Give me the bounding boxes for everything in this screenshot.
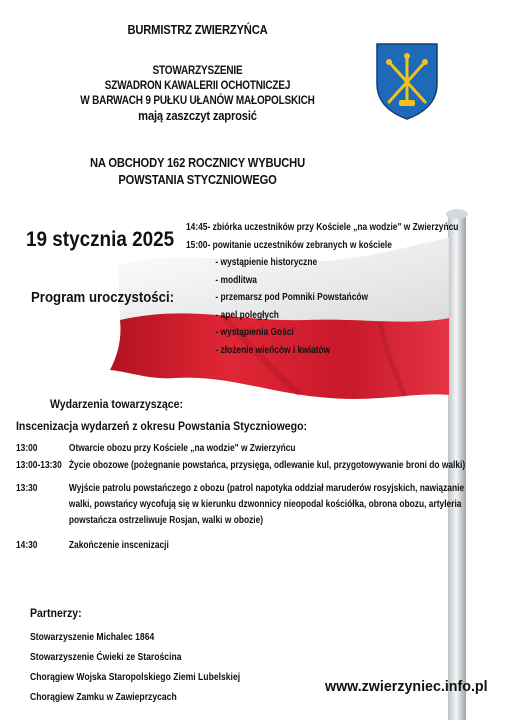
zwierzyniec-coat-of-arms (375, 42, 439, 120)
schedule-item: - modlitwa (215, 274, 257, 286)
event-time: 13:00-13:30 (16, 460, 62, 471)
organizer-line: SZWADRON KAWALERII OCHOTNICZEJ (104, 79, 291, 92)
event-description: Otwarcie obozu przy Kościele „na wodzie" w Zwierzyńcu (68, 443, 296, 454)
schedule-item: - wystąpienia Gości (215, 327, 294, 338)
program-label: Program uroczystości: (31, 289, 175, 306)
partner-item: Chorągiew Wojska Staropolskiego Ziemi Lubelskiej (30, 672, 241, 683)
partners-list (30, 628, 240, 708)
reenactment-heading: Inscenizacja wydarzeń z okresu Powstania Styczniowego: (16, 419, 308, 433)
events-heading: Wydarzenia towarzyszące: (50, 397, 184, 411)
partner-item: Stowarzyszenie Michalec 1864 (30, 632, 155, 643)
event-time: 13:00 (16, 443, 38, 454)
schedule-item: - przemarsz pod Pomniki Powstańców (215, 292, 369, 303)
event-time: 13:30 (16, 483, 38, 494)
organizer-line: W BARWACH 9 PUŁKU UŁANÓW MAŁOPOLSKICH (80, 94, 315, 107)
schedule-line: 14:45- zbiórka uczestników przy Kościele „na wodzie" w Zwierzyńcu (186, 222, 459, 233)
event-description: Życie obozowe (pożegnanie powstańca, przysięga, odlewanie kul, przygotowywanie broni do walki) (68, 460, 466, 471)
event-date: 19 stycznia 2025 (26, 228, 175, 251)
event-row (16, 538, 470, 554)
partners-heading: Partnerzy: (30, 606, 82, 620)
event-row (16, 441, 470, 457)
event-row (16, 481, 470, 529)
event-description: Zakończenie inscenizacji (68, 540, 169, 551)
event-description: Wyjście patrolu powstańczego z obozu (patrol napotyka oddział maruderów rosyjskich, nawiązanie (68, 483, 465, 494)
schedule-item: - złożenie wieńców i kwiatów (215, 344, 331, 356)
schedule-item: - wystąpienie historyczne (215, 257, 318, 268)
event-title-line: POWSTANIA STYCZNIOWEGO (118, 172, 277, 187)
schedule-line: 15:00- powitanie uczestników zebranych w kościele (186, 239, 392, 251)
event-description: walki, powstańcy wycofują się w kierunku dzwonnicy nieopodal kościółka, obrona obozu, artyleria (68, 499, 462, 510)
event-title (75, 154, 320, 188)
partner-item: Chorągiew Zamku w Zawieprzycach (30, 692, 177, 703)
event-description: powstańcza ostrzeliwuje Rosjan, walki w obozie) (68, 515, 264, 526)
event-time: 14:30 (16, 540, 38, 551)
program-schedule (186, 219, 458, 359)
schedule-item: - apel poległych (215, 309, 279, 321)
event-row (16, 458, 470, 474)
organizer-line: STOWARZYSZENIE (152, 64, 243, 77)
partner-item: Stowarzyszenie Ćwieki ze Starościna (30, 652, 182, 663)
event-title-line: NA OBCHODY 162 ROCZNICY WYBUCHU (90, 155, 305, 170)
website-link[interactable]: www.zwierzyniec.info.pl (325, 678, 488, 695)
mayor-title: BURMISTRZ ZWIERZYŃCA (127, 22, 268, 37)
organizer-block (75, 63, 320, 123)
organizer-line: mają zaszczyt zaprosić (138, 108, 257, 123)
